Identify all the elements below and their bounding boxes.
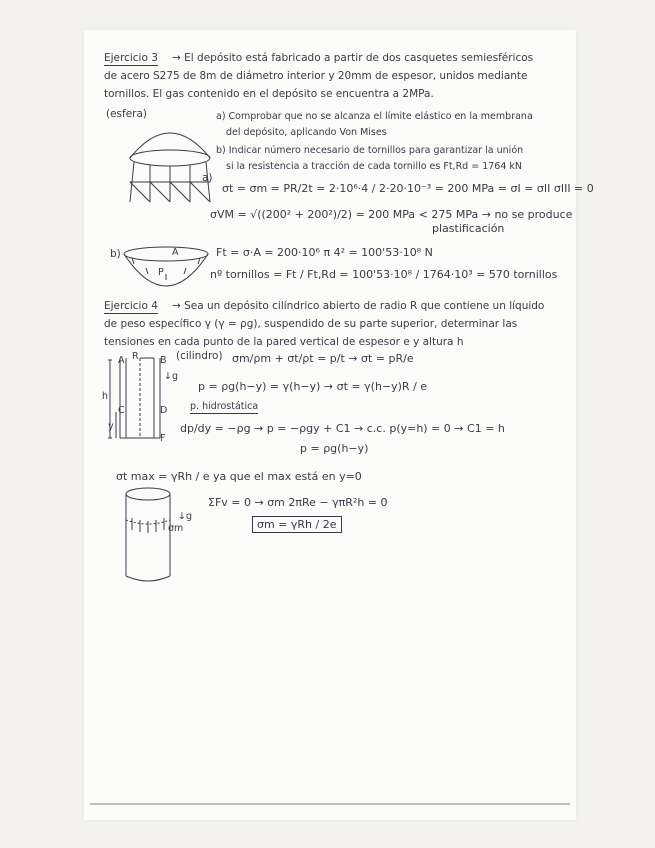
fig-label-gravity: ↓g xyxy=(164,371,178,382)
bowl-label-p: P xyxy=(158,267,164,278)
exercise-4-line3: tensiones en cada punto de la pared vertical de espesor e y altura h xyxy=(104,336,464,348)
equation-membrane: σm/ρm + σt/ρt = p/t → σt = pR/e xyxy=(232,352,414,365)
exercise-3-line2: de acero S275 de 8m de diámetro interior y 20mm de espesor, unidos mediante xyxy=(104,70,528,82)
equation-pressure: p = ρg(h−y) = γ(h−y) → σt = γ(h−y)R / e xyxy=(198,380,428,393)
fig-label-c: C xyxy=(118,405,125,416)
label-cilindro: (cilindro) xyxy=(176,350,223,362)
spherical-tank-drawing xyxy=(120,118,220,204)
equation-ft: Ft = σ·A = 200·10⁶ π 4² = 100'53·10⁸ N xyxy=(216,246,433,259)
page-bottom-edge xyxy=(90,803,570,805)
equation-dp-dy: dp/dy = −ρg → p = −ρgy + C1 → c.c. p(y=h) = 0 → C1 = h xyxy=(180,422,505,435)
fig-label-h: h xyxy=(102,391,109,402)
fig-label-y: y xyxy=(108,421,114,432)
exercise-4-line1: → Sea un depósito cilíndrico abierto de radio R que contiene un líquido xyxy=(172,300,545,312)
fig-label-r: R xyxy=(132,351,139,362)
part-a-label: a) xyxy=(202,172,213,184)
exercise-4-line2: de peso específico γ (γ = ρg), suspendido de su parte superior, determinar las xyxy=(104,318,518,330)
fig-label-b: B xyxy=(160,355,167,366)
exercise-4-title: Ejercicio 4 xyxy=(104,300,158,312)
equation-tornillos: nº tornillos = Ft / Ft,Rd = 100'53·10⁸ / 1764·10³ = 570 tornillos xyxy=(210,268,558,281)
question-a-line1: a) Comprobar que no se alcanza el límite elástico en la membrana xyxy=(216,111,533,122)
equation-sigma-t: σt = σm = PR/2t = 2·10⁶·4 / 2·20·10⁻³ = 200 MPa = σI = σII σIII = 0 xyxy=(222,182,594,195)
part-b-label: b) xyxy=(110,248,121,260)
exercise-3-line3: tornillos. El gas contenido en el depósito se encuentra a 2MPa. xyxy=(104,88,434,100)
exercise-3-title: Ejercicio 3 xyxy=(104,52,158,64)
label-gravity-2: ↓g xyxy=(178,511,192,522)
fig-label-d: D xyxy=(160,405,168,416)
question-b-line2: si la resistencia a tracción de cada tornillo es Ft,Rd = 1764 kN xyxy=(226,161,523,172)
equation-sigma-t-max: σt max = γRh / e ya que el max está en y=0 xyxy=(116,470,362,483)
question-b-line1: b) Indicar número necesario de tornillos para garantizar la unión xyxy=(216,145,524,156)
bowl-label-a: A xyxy=(172,247,179,258)
label-sigma-m: σm xyxy=(168,523,184,534)
hemisphere-bowl-drawing xyxy=(120,240,212,292)
equation-p-final: p = ρg(h−y) xyxy=(300,442,369,455)
exercise-3-line1: → El depósito está fabricado a partir de dos casquetes semiesféricos xyxy=(172,52,534,64)
label-esfera: (esfera) xyxy=(106,108,148,120)
cylinder-section-drawing xyxy=(104,352,178,444)
equation-sum-fv: ΣFv = 0 → σm 2πRe − γπR²h = 0 xyxy=(208,496,388,509)
equation-von-mises: σVM = √((200² + 200²)/2) = 200 MPa < 275 MPa → no se produce xyxy=(210,208,573,221)
equation-plastificacion: plastificación xyxy=(432,222,505,235)
fig-label-f: F xyxy=(160,433,166,444)
open-cylinder-drawing xyxy=(120,486,176,588)
fig-label-a: A xyxy=(118,355,125,366)
label-p-hidrostatica: p. hidrostática xyxy=(190,401,259,412)
question-a-line2: del depósito, aplicando Von Mises xyxy=(226,127,387,138)
equation-sigma-m: σm = γRh / 2e xyxy=(252,516,342,533)
